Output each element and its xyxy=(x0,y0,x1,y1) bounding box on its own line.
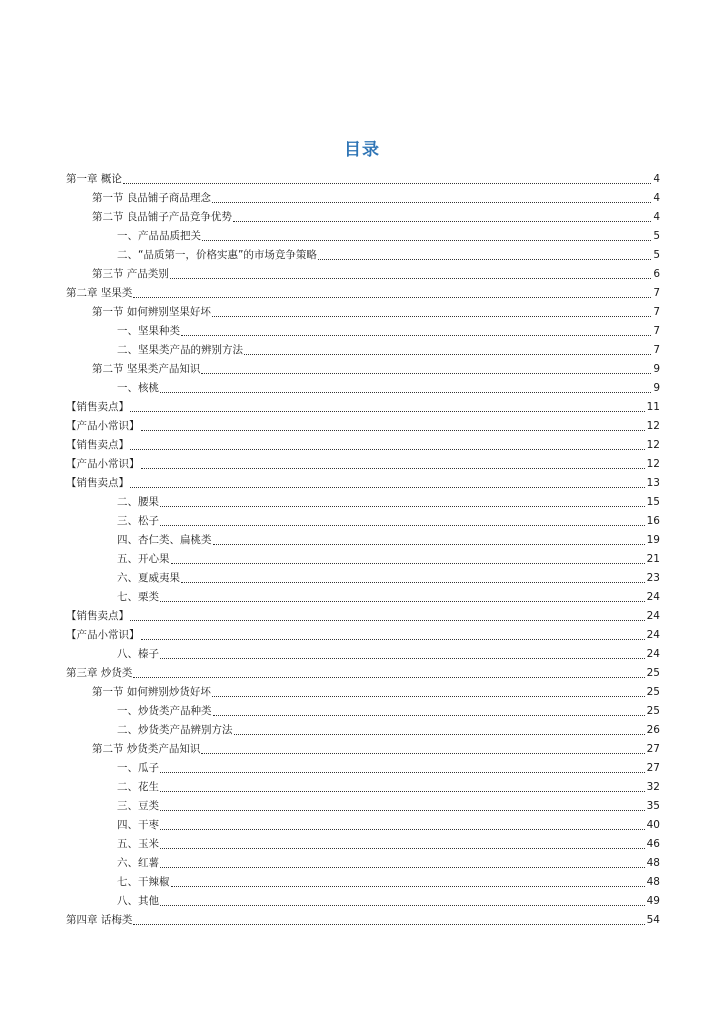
toc-entry[interactable] xyxy=(66,452,660,471)
dot-leader xyxy=(160,391,651,393)
toc-entry-text: 第一节 如何辨别坚果好坏 xyxy=(92,306,211,318)
toc-page-number: 27 xyxy=(646,743,660,755)
toc-page-number: 48 xyxy=(646,876,660,888)
toc-entry[interactable] xyxy=(66,547,660,566)
toc-entry-text: 一、产品品质把关 xyxy=(117,230,201,242)
toc-page-number: 5 xyxy=(653,230,660,242)
toc-entry[interactable] xyxy=(66,243,660,262)
toc-page-number: 24 xyxy=(646,591,660,603)
toc-page-number: 4 xyxy=(653,211,660,223)
toc-entry-text: 【销售卖点】 xyxy=(66,477,129,489)
dot-leader xyxy=(141,467,645,469)
toc-entry[interactable] xyxy=(66,756,660,775)
toc-entry-text: 八、榛子 xyxy=(117,648,159,660)
toc-page-number: 6 xyxy=(653,268,660,280)
toc-entry-text: 五、开心果 xyxy=(117,553,170,565)
toc-entry[interactable] xyxy=(66,528,660,547)
toc-page-number: 26 xyxy=(646,724,660,736)
toc-entry[interactable] xyxy=(66,661,660,680)
dot-leader xyxy=(181,581,645,583)
toc-entry[interactable] xyxy=(66,167,660,186)
dot-leader xyxy=(213,543,645,545)
toc-entry-text: 【销售卖点】 xyxy=(66,439,129,451)
dot-leader xyxy=(160,657,645,659)
dot-leader xyxy=(212,201,651,203)
toc-entry-text: 二、“品质第一，价格实惠”的市场竞争策略 xyxy=(117,249,317,261)
toc-page-number: 11 xyxy=(646,401,660,413)
dot-leader xyxy=(171,562,645,564)
dot-leader xyxy=(318,258,651,260)
toc-page-number: 5 xyxy=(653,249,660,261)
toc-entry-text: 【销售卖点】 xyxy=(66,401,129,413)
dot-leader xyxy=(160,771,645,773)
toc-entry[interactable] xyxy=(66,718,660,737)
dot-leader xyxy=(130,448,645,450)
toc-page-number: 35 xyxy=(646,800,660,812)
toc-entry-text: 第一章 概论 xyxy=(66,173,122,185)
dot-leader xyxy=(133,923,644,925)
dot-leader xyxy=(171,885,645,887)
toc-entry[interactable] xyxy=(66,813,660,832)
toc-entry[interactable] xyxy=(66,908,660,927)
toc-page-number: 46 xyxy=(646,838,660,850)
toc-entry[interactable] xyxy=(66,585,660,604)
dot-leader xyxy=(123,182,651,184)
dot-leader xyxy=(130,619,645,621)
dot-leader xyxy=(201,372,651,374)
toc-entry[interactable] xyxy=(66,376,660,395)
toc-entry[interactable] xyxy=(66,262,660,281)
toc-entry-text: 第二节 坚果类产品知识 xyxy=(92,363,201,375)
toc-entry-text: 【销售卖点】 xyxy=(66,610,129,622)
dot-leader xyxy=(201,752,644,754)
toc-page-number: 49 xyxy=(646,895,660,907)
toc-entry[interactable] xyxy=(66,794,660,813)
toc-entry[interactable] xyxy=(66,319,660,338)
dot-leader xyxy=(160,847,645,849)
dot-leader xyxy=(160,904,645,906)
toc-entry[interactable] xyxy=(66,699,660,718)
toc-entry[interactable] xyxy=(66,395,660,414)
toc-entry-text: 六、红薯 xyxy=(117,857,159,869)
toc-entry[interactable] xyxy=(66,471,660,490)
toc-page-number: 19 xyxy=(646,534,660,546)
toc-entry[interactable] xyxy=(66,775,660,794)
toc-entry-text: 第四章 话梅类 xyxy=(66,914,133,926)
toc-entry[interactable] xyxy=(66,623,660,642)
toc-entry-text: 一、炒货类产品种类 xyxy=(117,705,212,717)
dot-leader xyxy=(160,790,645,792)
toc-entry[interactable] xyxy=(66,357,660,376)
toc-page-number: 32 xyxy=(646,781,660,793)
toc-page-number: 12 xyxy=(646,458,660,470)
dot-leader xyxy=(213,714,645,716)
dot-leader xyxy=(141,429,645,431)
toc-entry[interactable] xyxy=(66,490,660,509)
toc-entry[interactable] xyxy=(66,186,660,205)
dot-leader xyxy=(160,600,645,602)
toc-page-number: 40 xyxy=(646,819,660,831)
toc-entry[interactable] xyxy=(66,433,660,452)
toc-entry-text: 第一节 如何辨别炒货好坏 xyxy=(92,686,211,698)
toc-entry[interactable] xyxy=(66,414,660,433)
dot-leader xyxy=(160,866,645,868)
toc-page-number: 4 xyxy=(653,192,660,204)
toc-page-number: 16 xyxy=(646,515,660,527)
toc-page-number: 24 xyxy=(646,648,660,660)
toc-page-number: 25 xyxy=(646,667,660,679)
toc-page-number: 21 xyxy=(646,553,660,565)
toc-entry[interactable] xyxy=(66,224,660,243)
dot-leader xyxy=(233,220,651,222)
dot-leader xyxy=(133,676,644,678)
toc-entry-text: 一、坚果种类 xyxy=(117,325,180,337)
toc-entry-text: 第二章 坚果类 xyxy=(66,287,133,299)
dot-leader xyxy=(130,410,645,412)
dot-leader xyxy=(160,809,645,811)
dot-leader xyxy=(234,733,645,735)
dot-leader xyxy=(202,239,651,241)
toc-page-number: 27 xyxy=(646,762,660,774)
toc-page-number: 7 xyxy=(653,306,660,318)
toc-page-number: 13 xyxy=(646,477,660,489)
toc-entry-text: 七、栗类 xyxy=(117,591,159,603)
toc-page-number: 12 xyxy=(646,439,660,451)
toc-entry-text: 三、豆类 xyxy=(117,800,159,812)
toc-entry-text: 一、核桃 xyxy=(117,382,159,394)
toc-entry[interactable] xyxy=(66,509,660,528)
toc-entry-text: 二、坚果类产品的辨别方法 xyxy=(117,344,243,356)
toc-entry[interactable] xyxy=(66,566,660,585)
toc-entry-text: 【产品小常识】 xyxy=(66,420,140,432)
toc-page-number: 9 xyxy=(653,363,660,375)
dot-leader xyxy=(244,353,651,355)
toc-entry-text: 六、夏威夷果 xyxy=(117,572,180,584)
toc-entry-text: 第二节 炒货类产品知识 xyxy=(92,743,201,755)
dot-leader xyxy=(181,334,651,336)
toc-entry-text: 【产品小常识】 xyxy=(66,629,140,641)
dot-leader xyxy=(160,524,645,526)
toc-page-number: 15 xyxy=(646,496,660,508)
dot-leader xyxy=(130,486,645,488)
toc-entry-text: 五、玉米 xyxy=(117,838,159,850)
toc-entry-text: 第二节 良品铺子产品竞争优势 xyxy=(92,211,232,223)
toc-entry[interactable] xyxy=(66,832,660,851)
toc-page-number: 23 xyxy=(646,572,660,584)
toc-entry-text: 七、干辣椒 xyxy=(117,876,170,888)
dot-leader xyxy=(133,296,651,298)
toc-entry-text: 二、花生 xyxy=(117,781,159,793)
toc-page-number: 7 xyxy=(653,325,660,337)
dot-leader xyxy=(141,638,645,640)
toc-entry-text: 二、腰果 xyxy=(117,496,159,508)
toc-entry[interactable] xyxy=(66,338,660,357)
toc-entry[interactable] xyxy=(66,851,660,870)
toc-title: 目录 xyxy=(344,140,380,160)
toc-entry-text: 四、干枣 xyxy=(117,819,159,831)
dot-leader xyxy=(212,315,651,317)
toc-page-number: 25 xyxy=(646,686,660,698)
toc-page-number: 48 xyxy=(646,857,660,869)
toc-entry[interactable] xyxy=(66,889,660,908)
dot-leader xyxy=(160,505,645,507)
toc-entry[interactable] xyxy=(66,870,660,889)
toc-entry-text: 第三节 产品类别 xyxy=(92,268,169,280)
toc-page-number: 7 xyxy=(653,344,660,356)
table-of-contents xyxy=(66,167,660,927)
toc-page-number: 9 xyxy=(653,382,660,394)
toc-entry[interactable] xyxy=(66,300,660,319)
toc-entry[interactable] xyxy=(66,281,660,300)
toc-page-number: 24 xyxy=(646,629,660,641)
toc-entry-text: 第一节 良品铺子商品理念 xyxy=(92,192,211,204)
dot-leader xyxy=(170,277,651,279)
toc-entry-text: 二、炒货类产品辨别方法 xyxy=(117,724,233,736)
toc-entry[interactable] xyxy=(66,604,660,623)
toc-page-number: 54 xyxy=(646,914,660,926)
toc-entry[interactable] xyxy=(66,205,660,224)
toc-entry-text: 第三章 炒货类 xyxy=(66,667,133,679)
toc-entry-text: 一、瓜子 xyxy=(117,762,159,774)
dot-leader xyxy=(160,828,645,830)
toc-entry-text: 四、杏仁类、扁桃类 xyxy=(117,534,212,546)
dot-leader xyxy=(212,695,645,697)
toc-entry-text: 三、松子 xyxy=(117,515,159,527)
toc-page-number: 12 xyxy=(646,420,660,432)
toc-page-number: 4 xyxy=(653,173,660,185)
toc-page-number: 24 xyxy=(646,610,660,622)
toc-entry-text: 【产品小常识】 xyxy=(66,458,140,470)
toc-entry[interactable] xyxy=(66,642,660,661)
toc-entry[interactable] xyxy=(66,737,660,756)
toc-page-number: 25 xyxy=(646,705,660,717)
toc-page-number: 7 xyxy=(653,287,660,299)
toc-entry[interactable] xyxy=(66,680,660,699)
toc-entry-text: 八、其他 xyxy=(117,895,159,907)
